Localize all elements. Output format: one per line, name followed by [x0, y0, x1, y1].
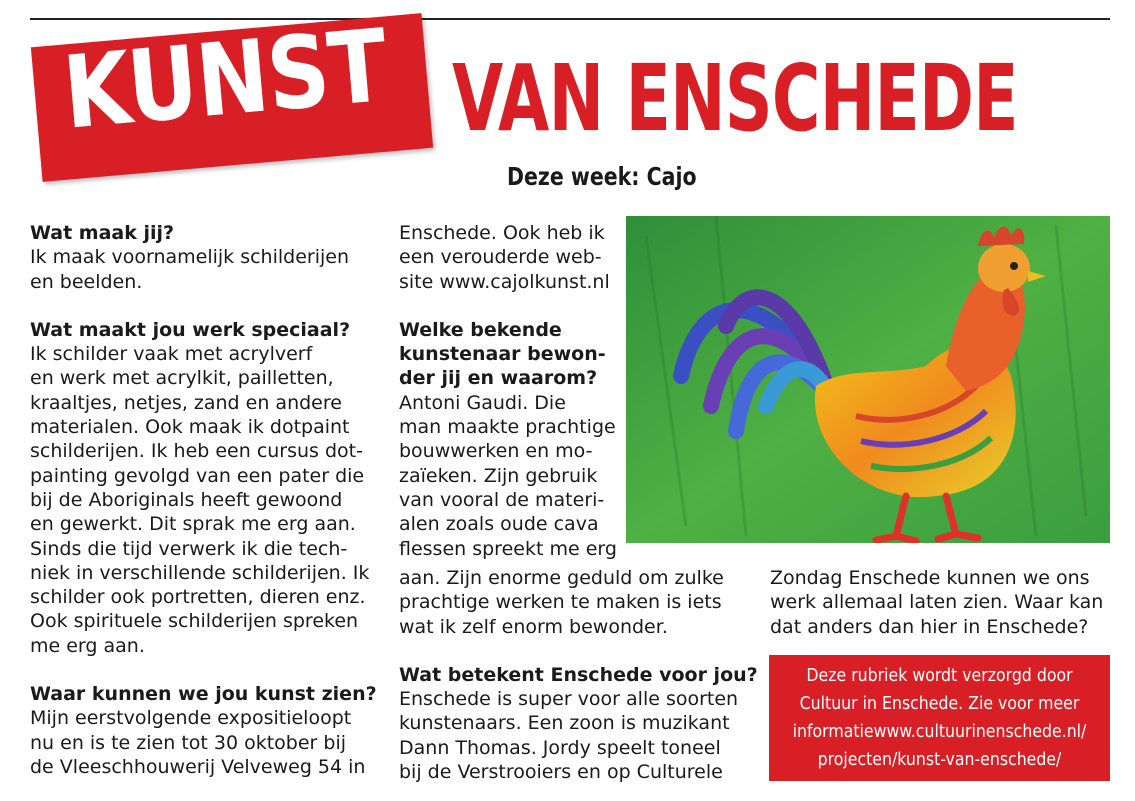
answer-line: en gewerkt. Dit sprak me erg aan.: [30, 513, 356, 536]
question-heading: der jij en waarom?: [399, 367, 598, 390]
rooster-painting-image: [626, 216, 1110, 543]
answer-line: prachtige werken te maken is iets: [399, 591, 722, 614]
subtitle: Deze week: Cajo: [507, 162, 697, 191]
info-box-line: Cultuur in Enschede. Zie voor meer: [799, 694, 1080, 714]
question-heading: Wat maak jij?: [30, 222, 175, 244]
info-box-line: Deze rubriek wordt verzorgd door: [806, 666, 1073, 686]
answer-line: werk allemaal laten zien. Waar kan: [770, 591, 1104, 614]
question-heading: Welke bekende: [399, 318, 562, 341]
question-heading: Waar kunnen we jou kunst zien?: [30, 683, 377, 706]
answer-line: Enschede is super voor alle soorten: [399, 688, 739, 711]
answer-line: nu en is te zien tot 30 oktober bij: [30, 731, 347, 754]
answer-line: Ik maak voornamelijk schilderijen: [30, 246, 350, 269]
answer-line: en beelden.: [30, 270, 143, 293]
answer-line: zaïeken. Zijn gebruik: [399, 464, 598, 487]
info-box-line: informatiewww.cultuurinenschede.nl/: [792, 722, 1087, 742]
answer-line: een verouderde web-: [399, 246, 602, 269]
headline-van-enschede: VAN ENSCHEDE: [452, 45, 1018, 152]
answer-line: Dann Thomas. Jordy speelt toneel: [399, 736, 721, 759]
answer-line: bij de Verstrooiers en op Culturele: [399, 761, 723, 784]
answer-line: wat ik zelf enorm bewonder.: [399, 615, 668, 638]
answer-line: painting gevolgd van een pater die: [30, 464, 365, 487]
paragraph-gap: [30, 658, 390, 682]
answer-line: Ook spirituele schilderijen spreken: [30, 610, 359, 633]
question-heading: Wat maakt jou werk speciaal?: [30, 318, 351, 341]
answer-line: schilderijen. Ik heb een cursus dot-: [30, 440, 363, 463]
info-box-line: projecten/kunst-van-enschede/: [817, 750, 1062, 770]
answer-line: dat anders dan hier in Enschede?: [770, 615, 1089, 638]
answer-line: Ik schilder vaak met acrylverf: [30, 343, 313, 366]
answer-line: Enschede. Ook heb ik: [399, 222, 605, 244]
answer-line: van vooral de materi-: [399, 488, 605, 511]
answer-line: alen zoals oude cava: [399, 513, 599, 536]
answer-line: flessen spreekt me erg: [399, 537, 617, 560]
answer-line: en werk met acrylkit, pailletten,: [30, 367, 334, 390]
answer-line: bij de Aboriginals heeft gewoond: [30, 488, 343, 511]
article-column-1: [30, 221, 390, 779]
answer-line: aan. Zijn enorme geduld om zulke: [399, 567, 724, 589]
paragraph-gap: [30, 294, 390, 318]
question-heading: kunstenaar bewon-: [399, 343, 606, 366]
info-box: [769, 655, 1110, 781]
answer-line: kraaltjes, netjes, zand en andere: [30, 391, 342, 414]
answer-line: bouwwerken en mo-: [399, 440, 593, 463]
answer-line: kunstenaars. Een zoon is muzikant: [399, 712, 730, 735]
answer-line: niek in verschillende schilderijen. Ik: [30, 561, 370, 584]
article-column-3: [770, 566, 1115, 639]
answer-line: Antoni Gaudi. Die: [399, 391, 566, 414]
top-rule: [30, 18, 1110, 20]
answer-line: Mijn eerstvolgende expositieloopt: [30, 707, 352, 730]
answer-line: site www.cajolkunst.nl: [399, 270, 610, 293]
article-column-2-continued: [399, 566, 758, 784]
question-heading: Wat betekent Enschede voor jou?: [399, 663, 758, 686]
answer-line: Zondag Enschede kunnen we ons: [770, 567, 1090, 589]
headline-kunst: KUNST: [58, 7, 392, 152]
answer-line: man maakte prachtige: [399, 416, 616, 439]
answer-line: schilder ook portretten, dieren enz.: [30, 586, 366, 609]
answer-line: materialen. Ook maak ik dotpaint: [30, 416, 350, 439]
answer-line: me erg aan.: [30, 634, 145, 657]
paragraph-gap: [399, 639, 744, 663]
answer-line: Sinds die tijd verwerk ik die tech-: [30, 537, 348, 560]
answer-line: de Vleeschhouwerij Velveweg 54 in: [30, 755, 366, 778]
